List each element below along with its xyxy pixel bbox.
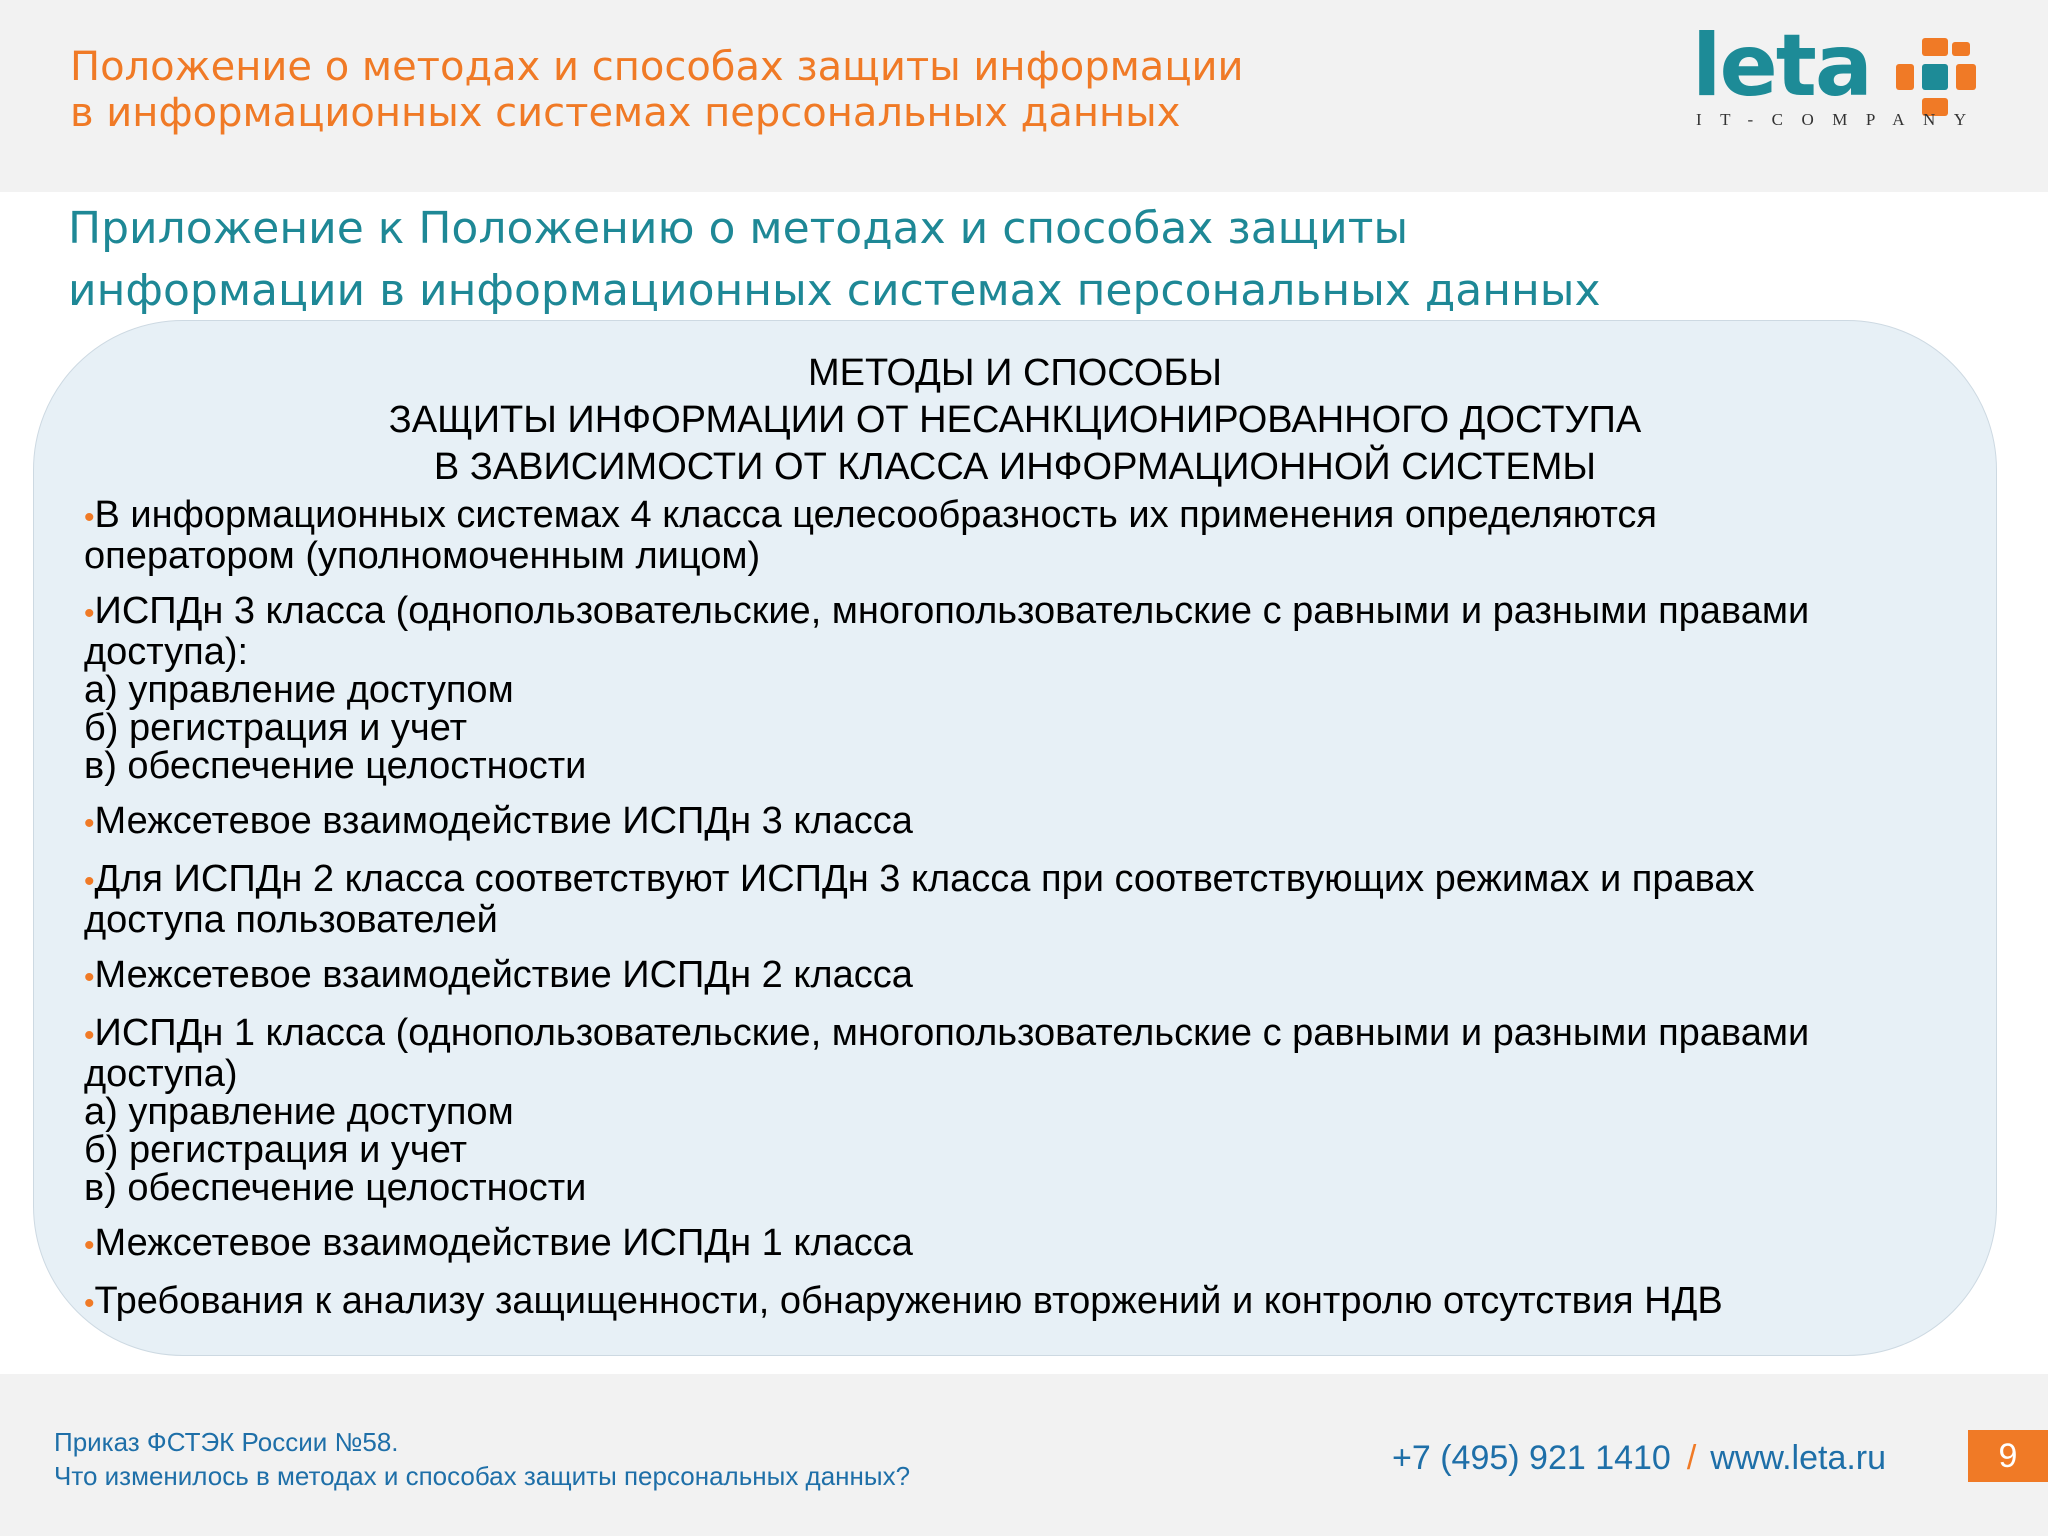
bullet-marker: • <box>84 1287 95 1320</box>
bullet-item-line <box>84 1131 1984 1169</box>
bullet-item <box>84 1282 1984 1323</box>
logo-subtitle: IT-COMPANY <box>1696 110 1985 129</box>
box-heading-line: МЕТОДЫ И СПОСОБЫ <box>807 352 1223 394</box>
bullet-item-line <box>84 802 1984 843</box>
bullet-item-text: Межсетевое взаимодействие ИСПДн 2 класса <box>94 954 913 996</box>
bullet-item-text: В информационных системах 4 класса целесообразность их применения определяются <box>94 494 1658 536</box>
bullet-marker: • <box>84 865 95 898</box>
bullet-marker: • <box>84 1229 95 1262</box>
box-heading-line: В ЗАВИСИМОСТИ ОТ КЛАССА ИНФОРМАЦИОННОЙ СИСТЕМЫ <box>433 446 1597 488</box>
bullet-item-text: оператором (уполномоченным лицом) <box>84 535 761 577</box>
bullet-item-text: Межсетевое взаимодействие ИСПДн 3 класса <box>94 800 913 842</box>
bullet-item-line <box>84 1055 1984 1093</box>
logo-wordmark: leta <box>1692 16 1871 116</box>
bullet-item-text: Требования к анализу защищенности, обнаружению вторжений и контролю отсутствия НДВ <box>94 1280 1723 1322</box>
bullet-item <box>84 956 1984 997</box>
bullet-item-line <box>84 1282 1984 1323</box>
bullet-item-line <box>84 592 1984 633</box>
bullet-item-line <box>84 1224 1984 1265</box>
bullet-item-text: Межсетевое взаимодействие ИСПДн 1 класса <box>94 1222 913 1264</box>
bullet-item-line <box>84 709 1984 747</box>
bullet-marker: • <box>84 1019 95 1052</box>
bullet-item-text: ИСПДн 1 класса (однопользовательские, многопользовательские с равными и разными правами <box>94 1012 1810 1054</box>
bullet-item-text: б) регистрация и учет <box>84 1129 467 1171</box>
footer-website-link[interactable]: www.leta.ru <box>1710 1439 1887 1477</box>
box-heading-line: ЗАЩИТЫ ИНФОРМАЦИИ ОТ НЕСАНКЦИОНИРОВАННОГО ДОСТУПА <box>388 399 1642 441</box>
footer-reference-line: Приказ ФСТЭК России №58. <box>54 1427 399 1457</box>
bullet-item-line <box>84 747 1984 785</box>
page-title-line: информации в информационных системах персональных данных <box>68 265 1601 316</box>
footer-phone: +7 (495) 921 1410 <box>1392 1439 1671 1477</box>
bullet-marker: • <box>84 597 95 630</box>
bullet-marker: • <box>84 961 95 994</box>
bullet-item <box>84 802 1984 843</box>
bullet-marker: • <box>84 501 95 534</box>
bullet-item-text: Для ИСПДн 2 класса соответствуют ИСПДн 3 класса при соответствующих режимах и правах <box>94 858 1755 900</box>
page-number: 9 <box>1968 1430 2048 1482</box>
cross-blocks-logo-icon <box>1892 34 1980 122</box>
bullet-list <box>84 496 1984 1340</box>
bullet-item-line <box>84 1093 1984 1131</box>
bullet-item-text: ИСПДн 3 класса (однопользовательские, многопользовательские с равными и разными правами <box>94 590 1810 632</box>
bullet-item <box>84 592 1984 785</box>
bullet-marker: • <box>84 807 95 840</box>
bullet-item-text: доступа): <box>84 631 249 673</box>
footer-separator: / <box>1686 1439 1697 1477</box>
header-title <box>70 44 1244 136</box>
box-heading <box>0 350 2030 491</box>
header-title-line: Положение о методах и способах защиты информации <box>70 44 1244 90</box>
bullet-item-line <box>84 956 1984 997</box>
bullet-item-text: а) управление доступом <box>84 1091 514 1133</box>
footer-contact <box>1392 1436 1886 1480</box>
bullet-item-line <box>84 633 1984 671</box>
bullet-item <box>84 496 1984 575</box>
bullet-item-text: доступа пользователей <box>84 899 498 941</box>
bullet-item <box>84 1224 1984 1265</box>
bullet-item <box>84 860 1984 939</box>
footer-reference <box>54 1425 910 1493</box>
bullet-item-text: доступа) <box>84 1053 238 1095</box>
bullet-item-text: а) управление доступом <box>84 669 514 711</box>
bullet-item-text: в) обеспечение целостности <box>84 745 587 787</box>
bullet-item-line <box>84 1014 1984 1055</box>
bullet-item-line <box>84 860 1984 901</box>
bullet-item-line <box>84 671 1984 709</box>
page-title <box>68 198 1601 322</box>
company-logo <box>1692 16 1985 138</box>
bullet-item-line <box>84 901 1984 939</box>
bullet-item-text: в) обеспечение целостности <box>84 1167 587 1209</box>
bullet-item-line <box>84 1169 1984 1207</box>
header-title-line: в информационных системах персональных данных <box>70 90 1181 136</box>
footer-reference-line: Что изменилось в методах и способах защиты персональных данных? <box>54 1461 911 1491</box>
bullet-item-text: б) регистрация и учет <box>84 707 467 749</box>
page-title-line: Приложение к Положению о методах и способах защиты <box>68 203 1409 254</box>
bullet-item-line <box>84 537 1984 575</box>
bullet-item-line <box>84 496 1984 537</box>
bullet-item <box>84 1014 1984 1207</box>
